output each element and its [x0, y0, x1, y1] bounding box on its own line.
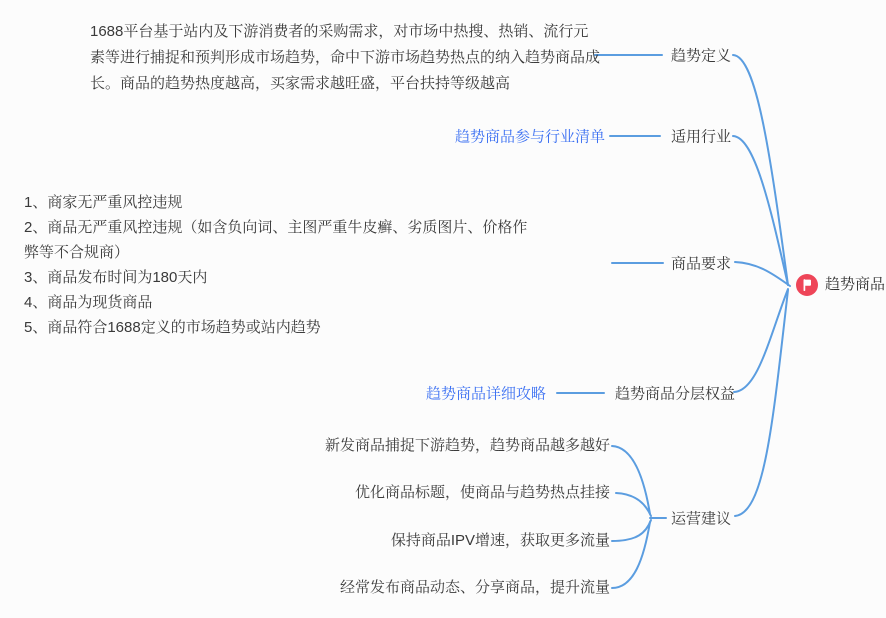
curve-requirements-root: [735, 262, 790, 286]
operation-suggestion-item[interactable]: 保持商品IPV增速，获取更多流量: [390, 531, 610, 549]
requirement-line: 3、商品发布时间为180天内: [24, 269, 208, 286]
requirement-line: 1、商家无严重风控违规: [24, 194, 183, 211]
requirement-line: 4、商品为现货商品: [24, 294, 153, 311]
branch-tier-benefits[interactable]: 趋势商品分层权益: [615, 385, 736, 403]
paragraph-line: 长。商品的趋势热度越高，买家需求越旺盛，平台扶持等级越高: [90, 75, 511, 92]
curve-tier-root: [734, 289, 788, 392]
curve-industry-root: [733, 136, 788, 285]
operation-suggestion-item[interactable]: 经常发布商品动态、分享商品，提升流量: [339, 578, 610, 596]
curve-definition-root: [733, 55, 788, 285]
paragraph-line: 素等进行捕捉和预判形成市场趋势，命中下游市场趋势热点的纳入趋势商品成: [90, 49, 601, 66]
node-trend-definition-text[interactable]: [90, 19, 600, 97]
operation-suggestion-item[interactable]: 优化商品标题，使商品与趋势热点挂接: [354, 484, 610, 502]
paragraph-line: 1688平台基于站内及下游消费者的采购需求，对市场中热搜、热销、流行元: [90, 23, 589, 40]
curve-sugg-4: [612, 522, 650, 588]
curve-ops-root: [735, 290, 788, 516]
flag-icon: [796, 274, 818, 296]
curve-sugg-3: [612, 520, 651, 541]
branch-operation-advice[interactable]: 运营建议: [671, 510, 732, 528]
requirement-line: 2、商品无严重风控违规（如含负向词、主图严重牛皮癣、劣质图片、价格作: [24, 219, 528, 236]
curve-sugg-2: [616, 493, 651, 516]
industry-list-link[interactable]: 趋势商品参与行业清单: [454, 128, 605, 146]
branch-trend-definition[interactable]: 趋势定义: [671, 47, 732, 65]
root-label: 趋势商品: [825, 276, 886, 293]
branch-product-requirements[interactable]: 商品要求: [671, 255, 732, 273]
branch-applicable-industry[interactable]: 适用行业: [671, 128, 732, 146]
trend-guide-link[interactable]: 趋势商品详细攻略: [425, 385, 546, 403]
requirement-line: 5、商品符合1688定义的市场趋势或站内趋势: [24, 319, 321, 336]
operation-suggestion-item[interactable]: 新发商品捕捉下游趋势，趋势商品越多越好: [324, 437, 610, 454]
operation-suggestion-list: [325, 422, 610, 611]
node-product-requirements-list[interactable]: [24, 190, 527, 340]
curve-sugg-1: [612, 446, 650, 514]
requirement-line: 弊等不合规商）: [24, 244, 130, 261]
root-node-trend-product[interactable]: [796, 274, 885, 296]
